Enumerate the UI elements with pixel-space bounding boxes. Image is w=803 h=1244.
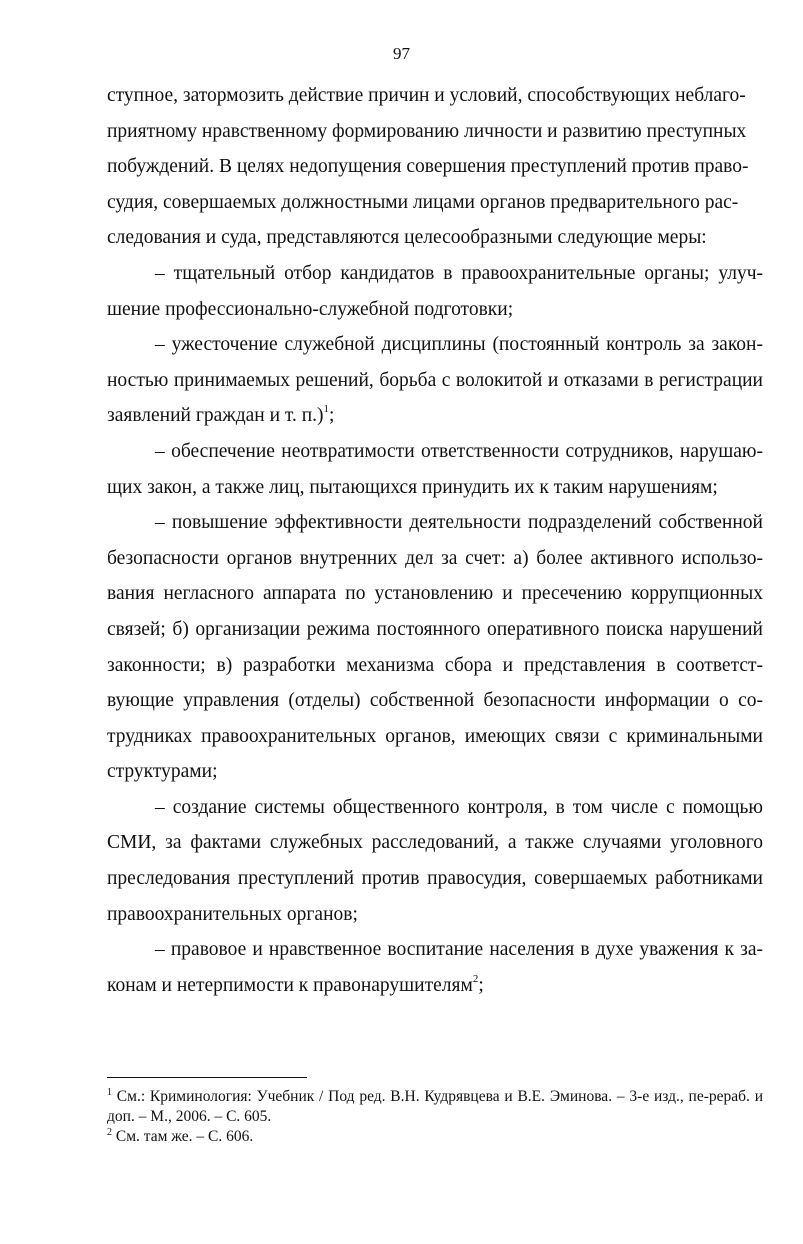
- footnote: [107, 1087, 763, 1127]
- list-item: [107, 932, 763, 1003]
- intro-line: следования и суда, представляются целесообразными следующие меры:: [107, 227, 707, 249]
- footnote-text: См. там же. – С. 606.: [112, 1127, 254, 1145]
- list-item: [107, 327, 763, 434]
- list-item-end: ;: [478, 974, 484, 996]
- intro-line: судия, совершаемых должностными лицами органов предварительного рас-: [107, 191, 739, 213]
- footnotes: [107, 1087, 763, 1146]
- list-item: [107, 434, 763, 505]
- intro-line: приятному нравственному формированию личности и развитию преступных: [107, 120, 747, 142]
- list-item: [107, 790, 763, 932]
- list-item-text: – создание системы общественного контроля, в том числе с помощью СМИ, за фактами служебных расследований, а также случаями уголовного преследования преступлений против правосудия, совершаемых работниками правоохранительных органов;: [107, 796, 763, 925]
- list-item-text: – повышение эффективности деятельности подразделений собственной безопасности органов внутренних дел за счет: а) более активного использо-вания негласного аппарата по установлению и пресечению коррупционных связей; б) организации режима постоянного оперативного поиска нарушений законности; в) разработки механизма сбора и представления в соответст-вующие управления (отделы) собственной безопасности информации о со-трудниках правоохранительных органов, имеющих связи с криминальными структурами;: [107, 512, 763, 783]
- footnote-mark: 1: [107, 1087, 112, 1098]
- footnote-mark: 2: [107, 1126, 112, 1138]
- footnote: [107, 1127, 763, 1147]
- list-item: [107, 256, 763, 327]
- list-item-text: – тщательный отбор кандидатов в правоохранительные органы; улуч-шение профессионально-служебной подготовки;: [107, 262, 763, 320]
- page-number: 97: [393, 44, 410, 63]
- intro-line: побуждений. В целях недопущения совершения преступлений против право-: [107, 156, 749, 178]
- footnote-ref: 2: [472, 972, 479, 985]
- list-item-text: – ужесточение служебной дисциплины (постоянный контроль за закон-ностью принимаемых решений, борьба с волокитой и отказами в регистрации заявлений граждан и т. п.): [107, 334, 763, 427]
- footnote-divider: [107, 1077, 307, 1078]
- footnote-text: См.: Криминология: Учебник / Под ред. В.Н. Кудрявцева и В.Е. Эминова. – 3-е изд., пе-рераб. и доп. – М., 2006. – С. 605.: [107, 1088, 763, 1125]
- intro-line: ступное, затормозить действие причин и условий, способствующих неблаго-: [107, 85, 746, 106]
- list-item-text: – обеспечение неотвратимости ответственности сотрудников, нарушаю-щих закон, а также лиц, пытающихся принудить их к таким нарушениям;: [107, 440, 763, 498]
- footnote-ref: 1: [323, 403, 330, 416]
- list-item-text: – правовое и нравственное воспитание населения в духе уважения к за-конам и нетерпимости к правонарушителям: [107, 939, 763, 996]
- body-text: [107, 78, 763, 1003]
- list-item: [107, 505, 763, 790]
- list-item-end: ;: [329, 405, 335, 427]
- intro-paragraph: [107, 78, 763, 256]
